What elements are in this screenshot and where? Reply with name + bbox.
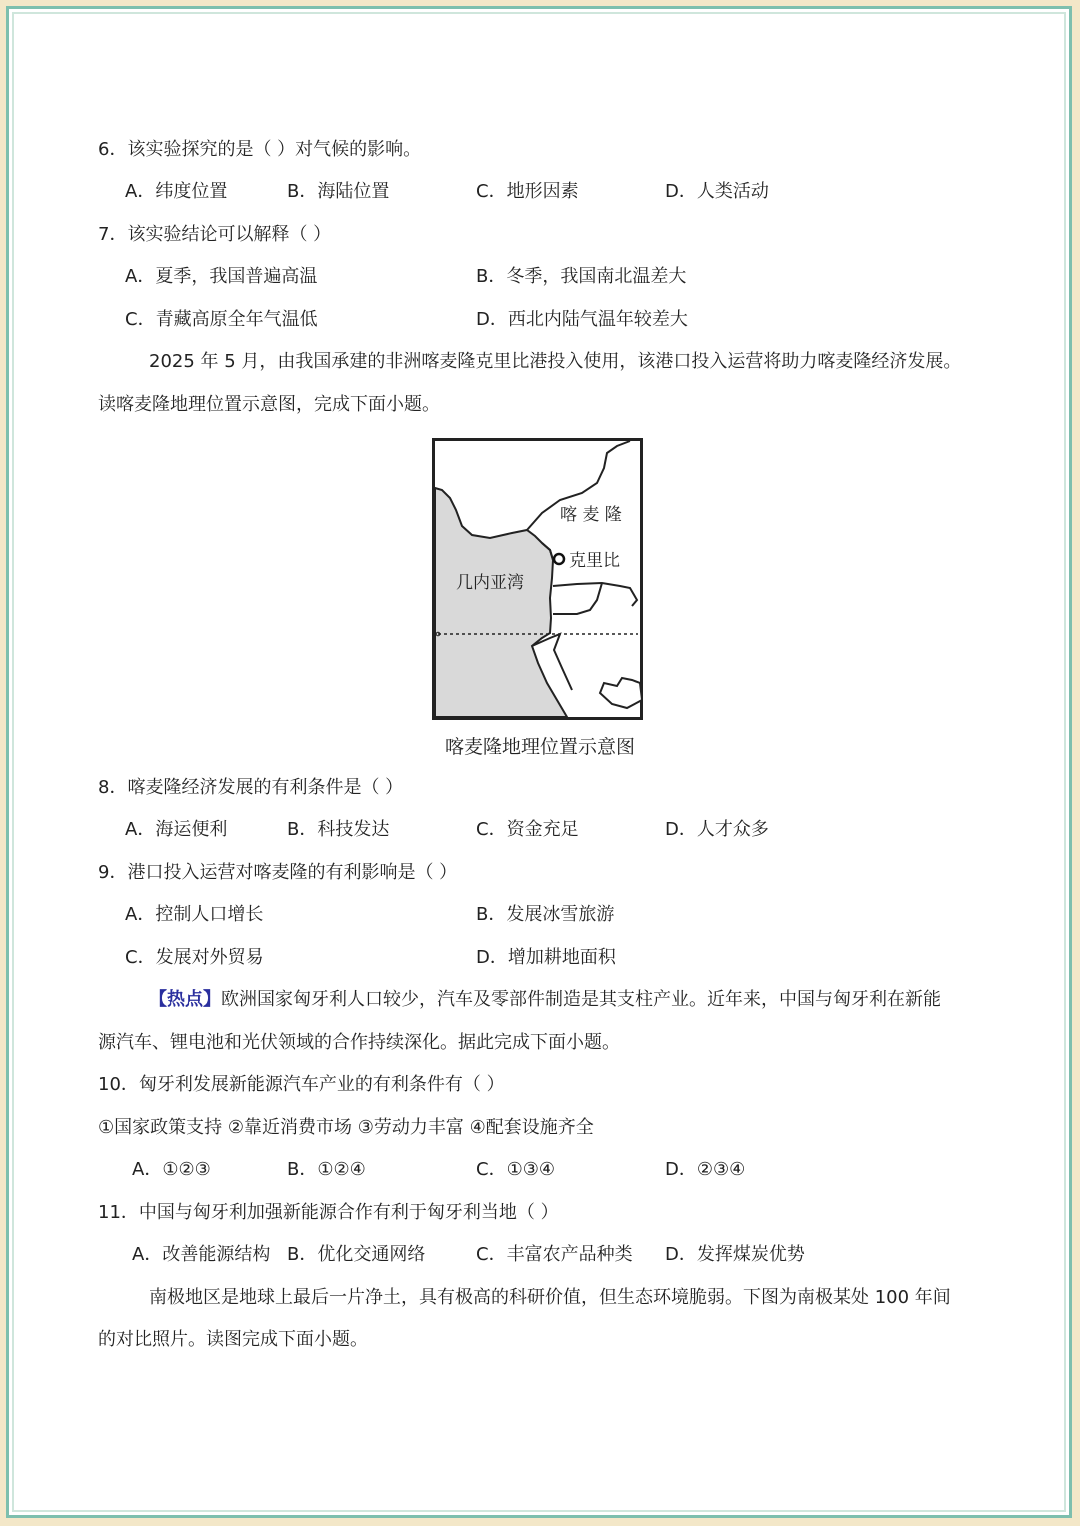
q9-option-c: C．发展对外贸易 bbox=[125, 947, 264, 968]
q6-option-c: C．地形因素 bbox=[476, 181, 579, 202]
q11-option-d: D．发挥煤炭优势 bbox=[665, 1244, 805, 1265]
q7-stem: 7．该实验结论可以解释（ ） bbox=[98, 224, 332, 245]
q9-option-a: A．控制人口增长 bbox=[125, 904, 264, 925]
q10-statements: ①国家政策支持 ②靠近消费市场 ③劳动力丰富 ④配套设施齐全 bbox=[98, 1117, 594, 1138]
q8-option-a: A．海运便利 bbox=[125, 819, 228, 840]
q10-option-c: C．①③④ bbox=[476, 1159, 555, 1180]
q9-option-b: B．发展冰雪旅游 bbox=[476, 904, 615, 925]
intro1-line1: 2025 年 5 月，由我国承建的非洲喀麦隆克里比港投入使用，该港口投入运营将助力喀麦隆经济发展。 bbox=[149, 351, 962, 372]
q8-stem: 8．喀麦隆经济发展的有利条件是（ ） bbox=[98, 777, 404, 798]
cameroon-location-map bbox=[432, 438, 643, 720]
hot-topic-tag: 【热点】 bbox=[149, 989, 221, 1010]
q8-option-b: B．科技发达 bbox=[287, 819, 390, 840]
map-label-kribi: 克里比 bbox=[569, 551, 620, 571]
intro3-line1: 南极地区是地球上最后一片净土，具有极高的科研价值，但生态环境脆弱。下图为南极某处 100 年间 bbox=[149, 1287, 951, 1308]
q8-option-d: D．人才众多 bbox=[665, 819, 769, 840]
q10-option-d: D．②③④ bbox=[665, 1159, 746, 1180]
q11-option-a: A．改善能源结构 bbox=[132, 1244, 271, 1265]
intro3-line2: 的对比照片。读图完成下面小题。 bbox=[98, 1329, 368, 1350]
map-label-cameroon: 喀 麦 隆 bbox=[560, 505, 622, 525]
intro2-line1 bbox=[149, 988, 941, 1012]
intro2-line1-text: 欧洲国家匈牙利人口较少，汽车及零部件制造是其支柱产业。近年来，中国与匈牙利在新能 bbox=[221, 989, 941, 1010]
q10-stem: 10．匈牙利发展新能源汽车产业的有利条件有（ ） bbox=[98, 1074, 505, 1095]
intro2-line2: 源汽车、锂电池和光伏领域的合作持续深化。据此完成下面小题。 bbox=[98, 1032, 620, 1053]
q9-option-d: D．增加耕地面积 bbox=[476, 947, 616, 968]
q10-option-b: B．①②④ bbox=[287, 1159, 366, 1180]
q7-option-c: C．青藏高原全年气温低 bbox=[125, 309, 318, 330]
q11-option-c: C．丰富农产品种类 bbox=[476, 1244, 633, 1265]
q6-stem: 6．该实验探究的是（ ）对气候的影响。 bbox=[98, 139, 422, 160]
q7-option-b: B．冬季，我国南北温差大 bbox=[476, 266, 687, 287]
map-label-gulf: 几内亚湾 bbox=[456, 573, 524, 593]
q7-option-a: A．夏季，我国普遍高温 bbox=[125, 266, 318, 287]
q7-option-d: D．西北内陆气温年较差大 bbox=[476, 309, 688, 330]
q6-option-d: D．人类活动 bbox=[665, 181, 769, 202]
q6-option-b: B．海陆位置 bbox=[287, 181, 390, 202]
q10-option-a: A．①②③ bbox=[132, 1159, 211, 1180]
q8-option-c: C．资金充足 bbox=[476, 819, 579, 840]
q9-stem: 9．港口投入运营对喀麦隆的有利影响是（ ） bbox=[98, 862, 458, 883]
map-caption: 喀麦隆地理位置示意图 bbox=[444, 736, 635, 758]
q11-stem: 11．中国与匈牙利加强新能源合作有利于匈牙利当地（ ） bbox=[98, 1202, 559, 1223]
intro1-line2: 读喀麦隆地理位置示意图，完成下面小题。 bbox=[98, 394, 440, 415]
q6-option-a: A．纬度位置 bbox=[125, 181, 228, 202]
kribi-port-marker bbox=[554, 554, 564, 564]
q11-option-b: B．优化交通网络 bbox=[287, 1244, 426, 1265]
